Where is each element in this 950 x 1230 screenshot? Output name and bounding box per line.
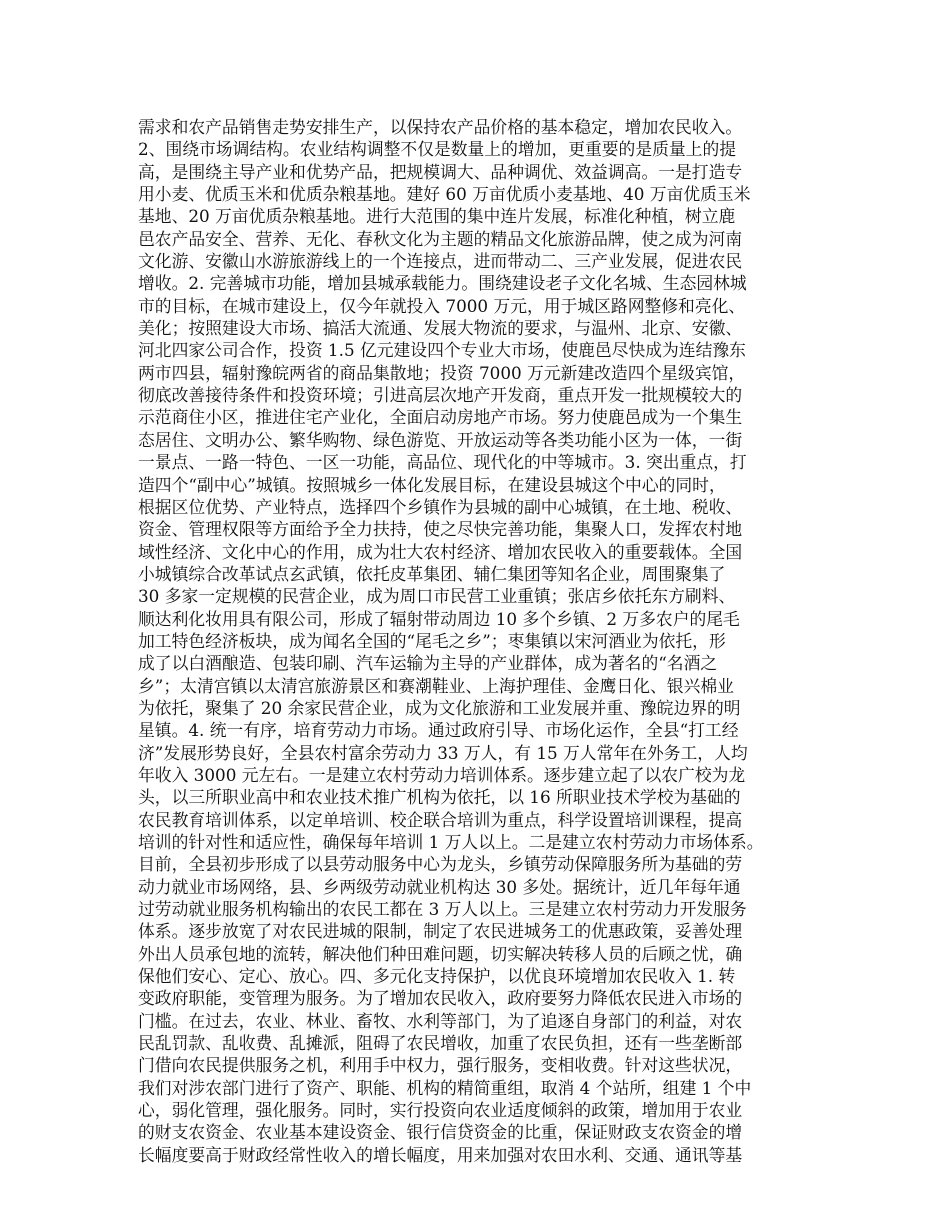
- text-line: 文化游、安徽山水游旅游线上的一个连接点，进而带动二、三产业发展，促进农民: [138, 251, 743, 272]
- text-line: 小城镇综合改革试点玄武镇，依托皮革集团、辅仁集团等知名企业，周围聚集了: [138, 563, 726, 584]
- text-line: 河北四家公司合作，投资 1.5 亿元建设四个专业大市场，使鹿邑尽快成为连结豫东: [138, 340, 746, 361]
- text-line: 乡”；太清宫镇以太清宫旅游景区和赛潮鞋业、上海护理佳、金鹰日化、银兴棉业: [138, 675, 734, 696]
- text-line: 门借向农民提供服务之机，利用手中权力，强行服务，变相收费。针对这些状况，: [138, 1055, 743, 1076]
- text-line: 用小麦、优质玉米和优质杂粮基地。建好 60 万亩优质小麦基地、40 万亩优质玉米: [138, 184, 751, 205]
- text-line: 造四个“副中心”城镇。按照城乡一体化发展目标，在建设县城这个中心的同时，: [138, 474, 726, 495]
- text-line: 30 多家一定规模的民营企业，成为周口市民营工业重镇；张店乡依托东方刷料、: [138, 586, 736, 607]
- text-line: 头，以三所职业高中和农业技术推广机构为依托，以 16 所职业技术学校为基础的: [138, 787, 741, 808]
- text-line: 星镇。4. 统一有序，培育劳动力市场。通过政府引导、市场化运作，全县“打工经: [138, 720, 739, 741]
- text-line: 域性经济、文化中心的作用，成为壮大农村经济、增加农民收入的重要载体。全国: [138, 541, 743, 562]
- text-line: 高，是围绕主导产业和优势产品，把规模调大、品种调优、效益调高。一是打造专: [138, 161, 743, 182]
- text-line: 一景点、一路一特色、一区一功能，高品位、现代化的中等城市。3. 突出重点，打: [138, 452, 747, 473]
- body-text: [138, 116, 828, 1166]
- text-line: 彻底改善接待条件和投资环境；引进高层次地产开发商，重点开发一批规模较大的: [138, 385, 743, 406]
- text-line: 心，弱化管理，强化服务。同时，实行投资向农业适度倾斜的政策，增加用于农业: [138, 1100, 743, 1121]
- text-line: 我们对涉农部门进行了资产、职能、机构的精简重组，取消 4 个站所，组建 1 个中: [138, 1077, 752, 1098]
- text-line: 外出人员承包地的流转，解决他们种田难问题，切实解决转移人员的后顾之忧，确: [138, 943, 743, 964]
- text-line: 为依托，聚集了 20 余家民营企业，成为文化旅游和工业发展并重、豫皖边界的明: [138, 697, 741, 718]
- text-line: 的财支农资金、农业基本建设资金、银行信贷资金的比重，保证财政支农资金的增: [138, 1122, 743, 1143]
- text-line: 年收入 3000 元左右。一是建立农村劳动力培训体系。逐步建立起了以农广校为龙: [138, 764, 746, 785]
- text-line: 美化；按照建设大市场、搞活大流通、发展大物流的要求，与温州、北京、安徽、: [138, 318, 743, 339]
- text-line: 保他们安心、定心、放心。四、多元化支持保护，以优良环境增加农民收入 1. 转: [138, 966, 736, 987]
- text-line: 农民教育培训体系，以定单培训、校企联合培训为重点，科学设置培训课程，提高: [138, 809, 743, 830]
- text-line: 根据区位优势、产业特点，选择四个乡镇作为县城的副中心城镇，在土地、税收、: [138, 496, 743, 517]
- text-line: 长幅度要高于财政经常性收入的增长幅度，用来加强对农田水利、交通、通讯等基: [138, 1144, 743, 1165]
- text-line: 示范商住小区，推进住宅产业化，全面启动房地产市场。努力使鹿邑成为一个集生: [138, 407, 743, 428]
- text-line: 两市四县，辐射豫皖两省的商品集散地；投资 7000 万元新建改造四个星级宾馆，: [138, 362, 746, 383]
- text-line: 顺达利化妆用具有限公司，形成了辐射带动周边 10 多个乡镇、2 万多农户的尾毛: [138, 608, 740, 629]
- text-line: 基地、20 万亩优质杂粮基地。进行大范围的集中连片发展，标准化种植，树立鹿: [138, 206, 736, 227]
- text-line: 变政府职能，变管理为服务。为了增加农民收入，政府要努力降低农民进入市场的: [138, 988, 743, 1009]
- text-line: 需求和农产品销售走势安排生产，以保持农产品价格的基本稳定，增加农民收入。: [138, 117, 743, 137]
- text-line: 资金、管理权限等方面给予全力扶持，使之尽快完善功能，集聚人口，发挥农村地: [138, 519, 743, 540]
- text-line: 态居住、文明办公、繁华购物、绿色游览、开放运动等各类功能小区为一体，一街: [138, 429, 743, 450]
- text-line: 民乱罚款、乱收费、乱摊派，阻碍了农民增收，加重了农民负担，还有一些垄断部: [138, 1033, 743, 1054]
- text-line: 门槛。在过去，农业、林业、畜牧、水利等部门，为了追逐自身部门的利益，对农: [138, 1010, 743, 1031]
- text-line: 成了以白酒酿造、包装印刷、汽车运输为主导的产业群体，成为著名的“名酒之: [138, 653, 718, 674]
- text-line: 体系。逐步放宽了对农民进城的限制，制定了农民进城务工的优惠政策，妥善处理: [138, 921, 743, 942]
- text-line: 邑农产品安全、营养、无化、春秋文化为主题的精品文化旅游品牌，使之成为河南: [138, 228, 743, 249]
- text-line: 2、围绕市场调结构。农业结构调整不仅是数量上的增加，更重要的是质量上的提: [138, 139, 737, 160]
- text-line: 过劳动就业服务机构输出的农民工都在 3 万人以上。三是建立农村劳动力开发服务: [138, 899, 747, 920]
- text-line: 市的目标，在城市建设上，仅今年就投入 7000 万元，用于城区路网整修和亮化、: [138, 295, 746, 316]
- text-line: 培训的针对性和适应性，确保每年培训 1 万人以上。二是建立农村劳动力市场体系。: [138, 832, 764, 852]
- text-line: 加工特色经济板块，成为闻名全国的“尾毛之乡”；枣集镇以宋河酒业为依托，形: [138, 630, 726, 651]
- text-line: 济”发展形势良好，全县农村富余劳动力 33 万人，有 15 万人常年在外务工，人均: [138, 742, 748, 763]
- text-line: 增收。2. 完善城市功能，增加县城承载能力。围绕建设老子文化名城、生态园林城: [138, 273, 747, 294]
- text-line: 目前，全县初步形成了以县劳动服务中心为龙头，乡镇劳动保障服务所为基础的劳: [138, 854, 743, 875]
- text-line: 动力就业市场网络，县、乡两级劳动就业机构达 30 多处。据统计，近几年每年通: [138, 876, 741, 897]
